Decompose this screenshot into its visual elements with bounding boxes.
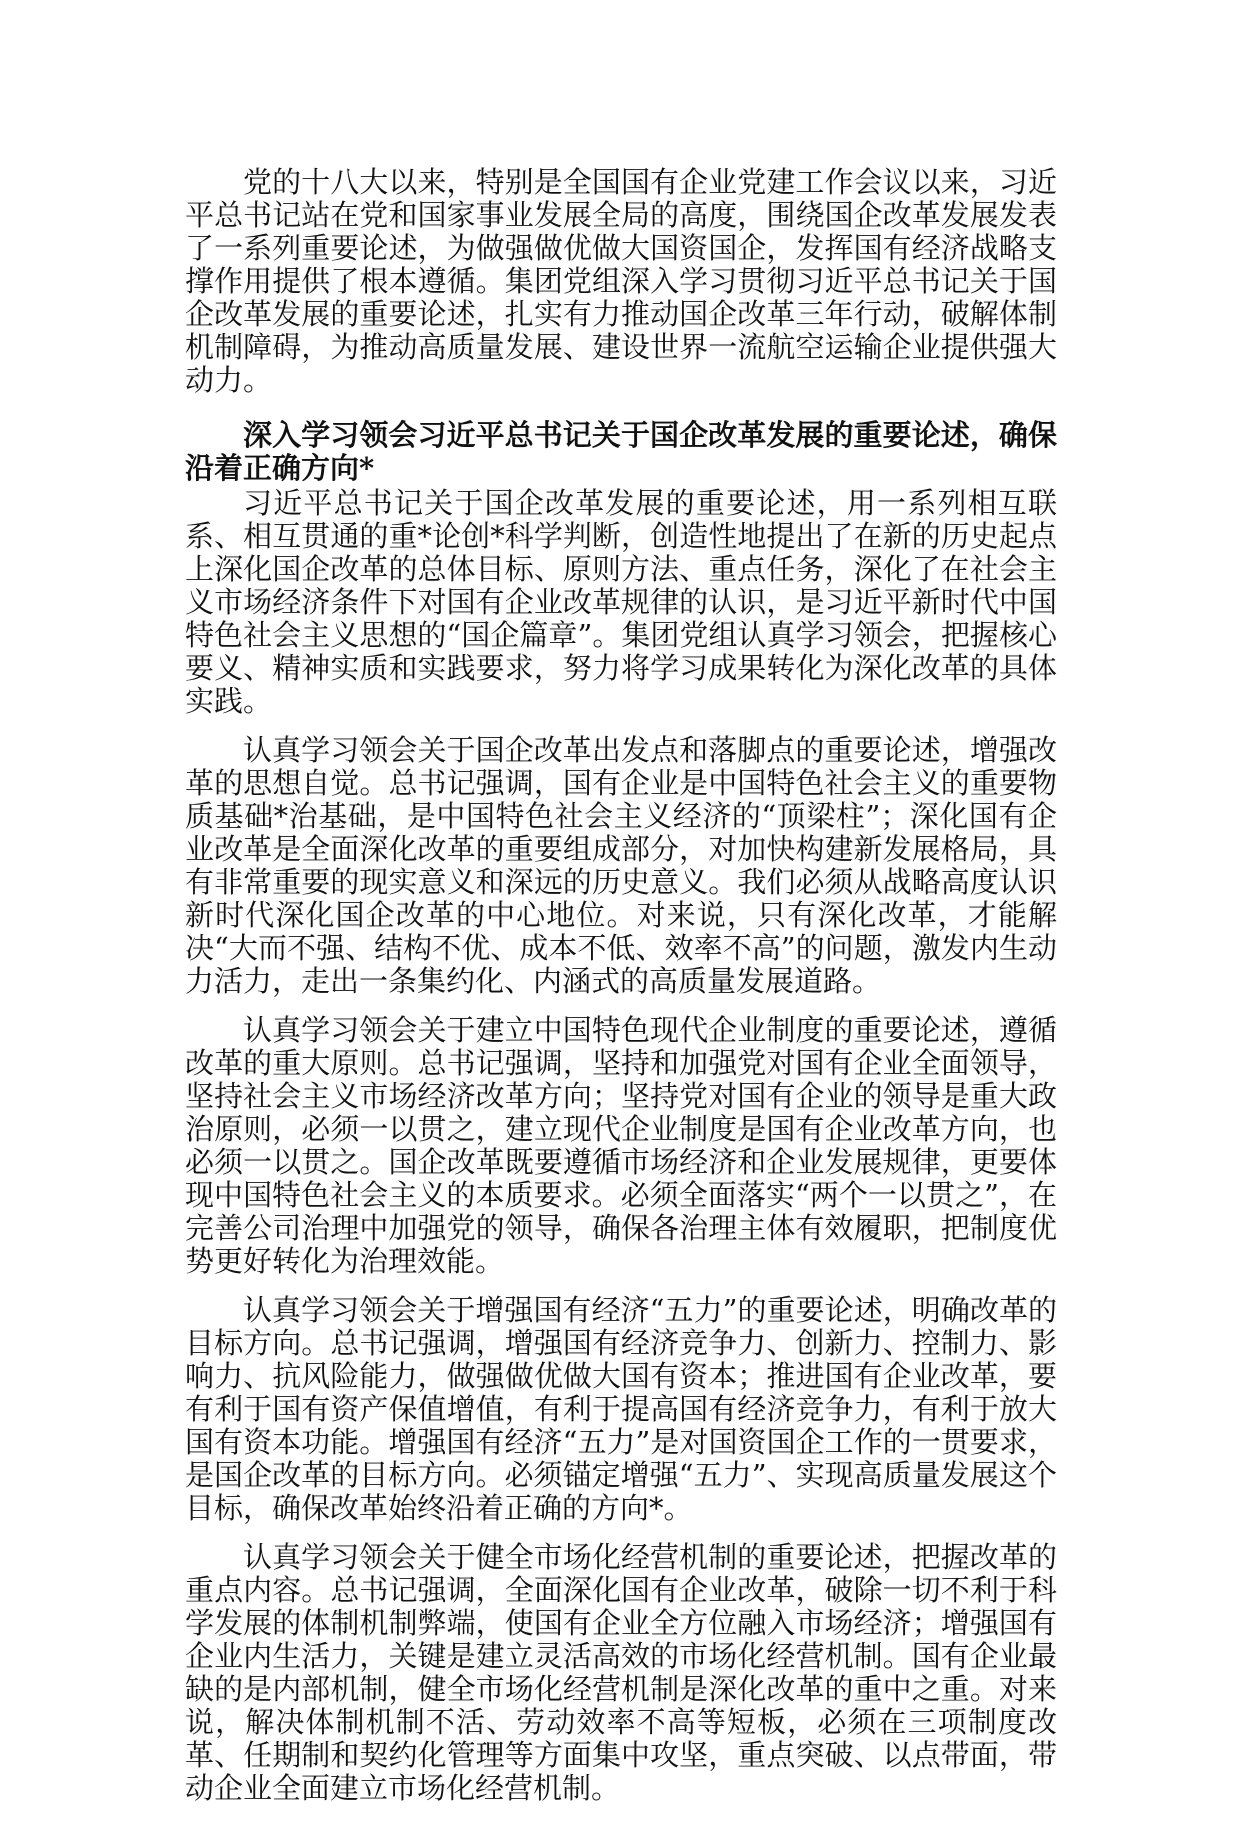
body-paragraph-1: 习近平总书记关于国企改革发展的重要论述，用一系列相互联系、相互贯通的重*论创*科学判断，创造性地提出了在新的历史起点上深化国企改革的总体目标、原则方法、重点任务，深化了在社会主义市场经济条件下对国有企业改革规律的认识，是习近平新时代中国特色社会主义思想的“国企篇章”。集团党组认真学习领会，把握核心要义、精神实质和实践要求，努力将学习成果转化为深化改革的具体实践。 <box>185 486 1057 718</box>
body-paragraph-4: 认真学习领会关于增强国有经济“五力”的重要论述，明确改革的目标方向。总书记强调，增强国有经济竞争力、创新力、控制力、影响力、抗风险能力，做强做优做大国有资本；推进国有企业改革，要有利于国有资产保值增值，有利于提高国有经济竞争力，有利于放大国有资本功能。增强国有经济“五力”是对国资国企工作的一贯要求，是国企改革的目标方向。必须锚定增强“五力”、实现高质量发展这个目标，确保改革始终沿着正确的方向*。 <box>185 1293 1057 1525</box>
body-paragraph-5: 认真学习领会关于健全市场化经营机制的重要论述，把握改革的重点内容。总书记强调，全面深化国有企业改革，破除一切不利于科学发展的体制机制弊端，使国有企业全方位融入市场经济；增强国有企业内生活力，关键是建立灵活高效的市场化经营机制。国有企业最缺的是内部机制，健全市场化经营机制是深化改革的重中之重。对来说，解决体制机制不活、劳动效率不高等短板，必须在三项制度改革、任期制和契约化管理等方面集中攻坚，重点突破、以点带面，带动企业全面建立市场化经营机制。 <box>185 1540 1057 1805</box>
intro-paragraph: 党的十八大以来，特别是全国国有企业党建工作会议以来，习近平总书记站在党和国家事业发展全局的高度，围绕国企改革发展发表了一系列重要论述，为做强做优做大国资国企，发挥国有经济战略支撑作用提供了根本遵循。集团党组深入学习贯彻习近平总书记关于国企改革发展的重要论述，扎实有力推动国企改革三年行动，破解体制机制障碍，为推动高质量发展、建设世界一流航空运输企业提供强大动力。 <box>185 165 1057 397</box>
document-page <box>185 166 1057 1821</box>
section-heading: 深入学习领会习近平总书记关于国企改革发展的重要论述，确保沿着正确方向* <box>185 418 1057 485</box>
body-paragraph-2: 认真学习领会关于国企改革出发点和落脚点的重要论述，增强改革的思想自觉。总书记强调，国有企业是中国特色社会主义的重要物质基础*治基础，是中国特色社会主义经济的“顶梁柱”；深化国有企业改革是全面深化改革的重要组成部分，对加快构建新发展格局，具有非常重要的现实意义和深远的历史意义。我们必须从战略高度认识新时代深化国企改革的中心地位。对来说，只有深化改革，才能解决“大而不强、结构不优、成本不低、效率不高”的问题，激发内生动力活力，走出一条集约化、内涵式的高质量发展道路。 <box>185 733 1057 998</box>
body-paragraph-3: 认真学习领会关于建立中国特色现代企业制度的重要论述，遵循改革的重大原则。总书记强调，坚持和加强党对国有企业全面领导，坚持社会主义市场经济改革方向；坚持党对国有企业的领导是重大政治原则，必须一以贯之，建立现代企业制度是国有企业改革方向，也必须一以贯之。国企改革既要遵循市场经济和企业发展规律，更要体现中国特色社会主义的本质要求。必须全面落实“两个一以贯之”，在完善公司治理中加强党的领导，确保各治理主体有效履职，把制度优势更好转化为治理效能。 <box>185 1013 1057 1278</box>
